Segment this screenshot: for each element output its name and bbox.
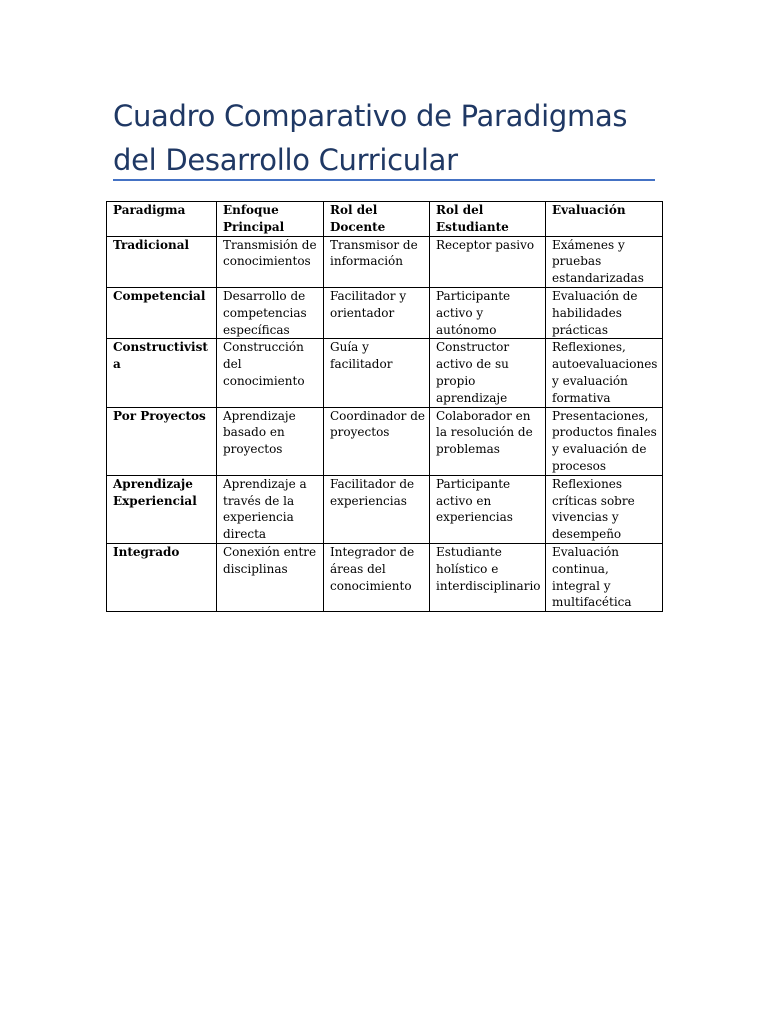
table-row [107, 236, 663, 287]
header-evaluacion: Evaluación [546, 202, 663, 237]
cell-enfoque: Conexión entre disciplinas [217, 543, 324, 611]
cell-rol-docente: Coordinador de proyectos [324, 407, 430, 475]
cell-rol-estudiante: Participante activo y autónomo [430, 287, 546, 338]
table-row [107, 543, 663, 611]
header-rol-docente: Rol del Docente [324, 202, 430, 237]
cell-rol-estudiante: Receptor pasivo [430, 236, 546, 287]
table-row [107, 475, 663, 543]
cell-rol-estudiante: Estudiante holístico e interdisciplinario [430, 543, 546, 611]
cell-enfoque: Transmisión de conocimientos [217, 236, 324, 287]
header-paradigma: Paradigma [107, 202, 217, 237]
cell-rol-estudiante: Participante activo en experiencias [430, 475, 546, 543]
cell-enfoque: Construcción del conocimiento [217, 339, 324, 407]
cell-rol-docente: Facilitador de experiencias [324, 475, 430, 543]
header-rol-estudiante: Rol del Estudiante [430, 202, 546, 237]
cell-paradigma: Aprendizaje Experiencial [107, 475, 217, 543]
cell-enfoque: Aprendizaje basado en proyectos [217, 407, 324, 475]
cell-rol-estudiante: Constructor activo de su propio aprendizaje [430, 339, 546, 407]
cell-paradigma: Por Proyectos [107, 407, 217, 475]
cell-paradigma: Integrado [107, 543, 217, 611]
table-row [107, 407, 663, 475]
cell-rol-docente: Transmisor de información [324, 236, 430, 287]
cell-enfoque: Desarrollo de competencias específicas [217, 287, 324, 338]
cell-evaluacion: Presentaciones, productos finales y evaluación de procesos [546, 407, 663, 475]
cell-evaluacion: Reflexiones críticas sobre vivencias y desempeño [546, 475, 663, 543]
document-title [113, 94, 673, 182]
comparison-table [106, 201, 663, 612]
cell-rol-estudiante: Colaborador en la resolución de problemas [430, 407, 546, 475]
table-header-row [107, 202, 663, 237]
cell-rol-docente: Facilitador y orientador [324, 287, 430, 338]
header-enfoque-principal: Enfoque Principal [217, 202, 324, 237]
table-row [107, 339, 663, 407]
cell-evaluacion: Evaluación continua, integral y multifacética [546, 543, 663, 611]
cell-rol-docente: Guía y facilitador [324, 339, 430, 407]
table-row [107, 287, 663, 338]
cell-paradigma: Tradicional [107, 236, 217, 287]
cell-paradigma: Competencial [107, 287, 217, 338]
title-underline [113, 179, 655, 181]
cell-enfoque: Aprendizaje a través de la experiencia directa [217, 475, 324, 543]
title-line-1: Cuadro Comparativo de Paradigmas [113, 99, 628, 133]
cell-paradigma: Constructivista [107, 339, 217, 407]
cell-evaluacion: Reflexiones, autoevaluaciones y evaluación formativa [546, 339, 663, 407]
cell-evaluacion: Evaluación de habilidades prácticas [546, 287, 663, 338]
title-line-2: del Desarrollo Curricular [113, 143, 458, 177]
cell-evaluacion: Exámenes y pruebas estandarizadas [546, 236, 663, 287]
cell-rol-docente: Integrador de áreas del conocimiento [324, 543, 430, 611]
